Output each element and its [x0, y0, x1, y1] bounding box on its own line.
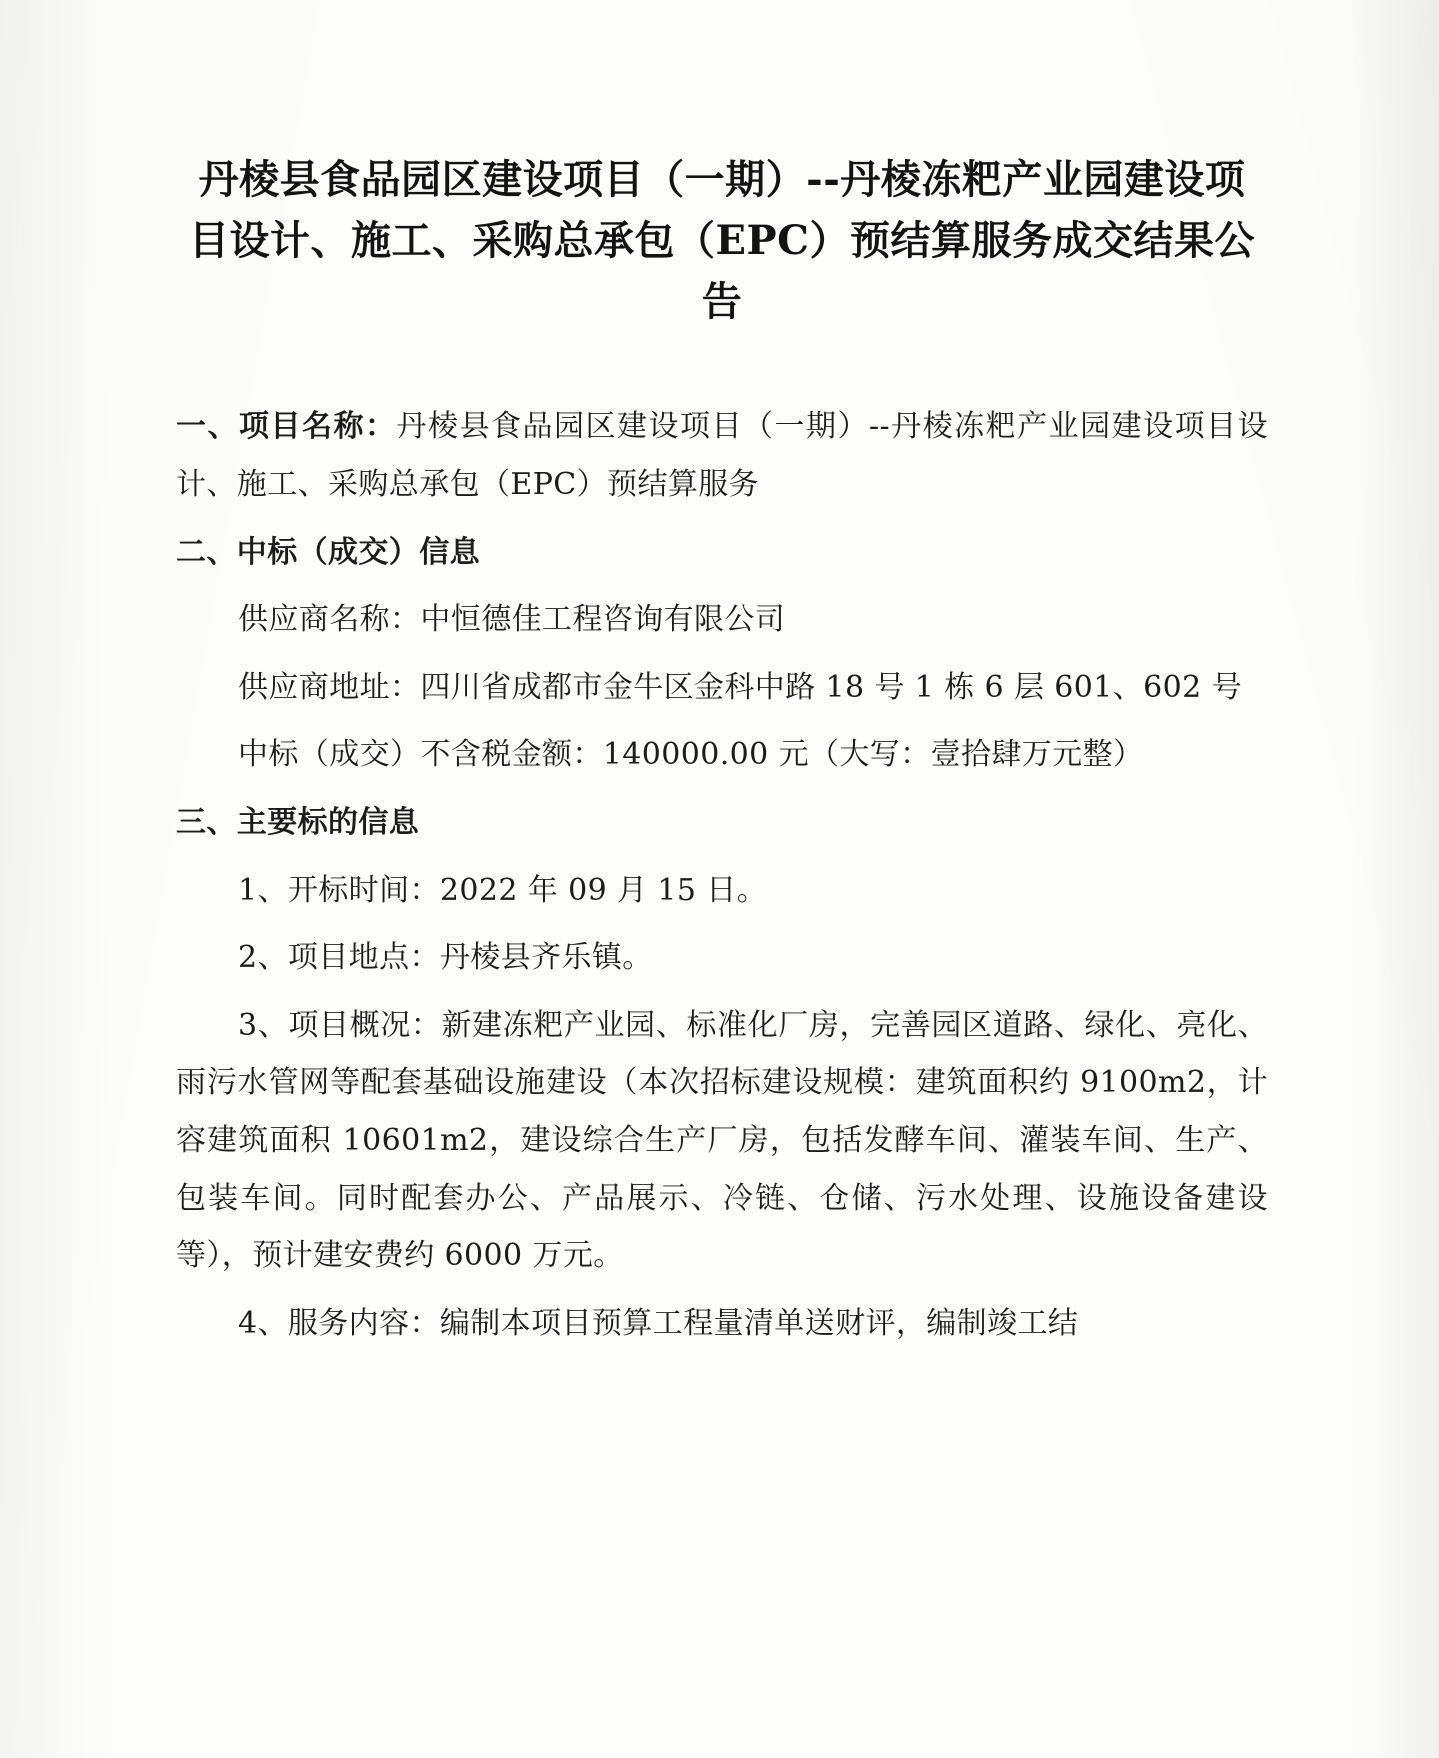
document-body [176, 398, 1268, 1352]
page-shadow-left [0, 0, 120, 1758]
award-amount-label: 中标（成交）不含税金额： [238, 737, 603, 773]
document-content [176, 150, 1268, 1352]
supplier-name-value: 中恒德佳工程咨询有限公司 [420, 602, 786, 638]
award-amount-row [176, 726, 1268, 784]
page-title [176, 150, 1268, 332]
service-content: 4、服务内容：编制本项目预算工程量清单送财评，编制竣工结 [238, 1305, 1079, 1341]
page-shadow-right [1349, 0, 1439, 1758]
section-project-name-value: 丹棱县食品园区建设项目（一期）--丹棱冻粑产业园建设项目设计、施工、采购总承包（EPC）预结算服务 [176, 409, 1268, 502]
section-project-name-label: 一、项目名称： [176, 409, 397, 445]
supplier-name-label: 供应商名称： [238, 602, 421, 638]
award-amount-value: 140000.00 元（大写：壹拾肆万元整） [602, 737, 1144, 773]
supplier-address-label: 供应商地址： [238, 669, 421, 705]
page-title-text: 丹棱县食品园区建设项目（一期）--丹棱冻粑产业园建设项目设计、施工、采购总承包（EPC）预结算服务成交结果公告 [189, 156, 1255, 325]
project-overview: 3、项目概况：新建冻粑产业园、标准化厂房，完善园区道路、绿化、亮化、雨污水管网等配套基础设施建设（本次招标建设规模：建筑面积约 9100m2，计容建筑面积 10601m2，建设综合生产厂房，包括发酵车间、灌装车间、生产、包装车间。同时配套办公、产品展示、冷链、仓储、污水处理、设施设备建设等），预计建安费约 6000 万元。 [176, 1007, 1268, 1274]
project-location: 2、项目地点：丹棱县齐乐镇。 [238, 940, 653, 976]
bid-opening-time: 1、开标时间：2022 年 09 月 15 日。 [238, 872, 768, 908]
supplier-name-row [176, 591, 1268, 649]
section-main-subject-heading: 三、主要标的信息 [176, 804, 420, 840]
section-project-name [176, 398, 1268, 513]
supplier-address-row [176, 659, 1268, 717]
supplier-address-value: 四川省成都市金牛区金科中路 18 号 1 栋 6 层 601、602 号 [420, 669, 1242, 705]
section-award-info-heading: 二、中标（成交）信息 [176, 534, 480, 570]
